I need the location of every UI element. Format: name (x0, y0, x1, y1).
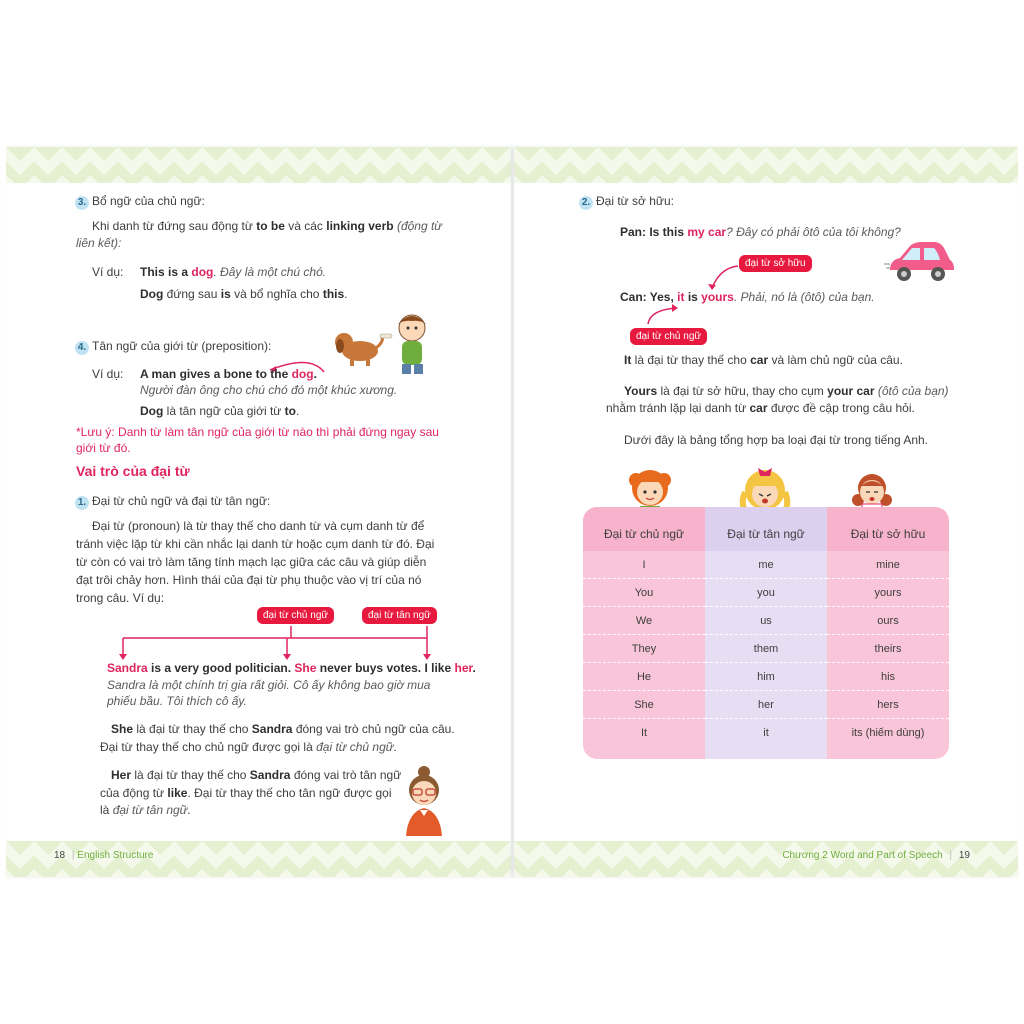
she-explanation-1: She là đại từ thay thế cho Sandra đóng vai trò chủ ngữ của câu. (111, 722, 455, 736)
example-label: Ví dụ: (92, 265, 124, 279)
table-cell: his (827, 663, 949, 691)
table-intro: Dưới đây là bảng tổng hợp ba loại đại từ trong tiếng Anh. (624, 433, 929, 447)
section-4-example-1: A man gives a bone to the dog. (140, 367, 317, 381)
section-number-badge: 3. (75, 196, 89, 210)
section-1-paragraph-line-4: đạt trôi chảy hơn. Hình thái của đại từ phụ thuộc vào vị trí của nó (76, 573, 422, 587)
table-cell: it (763, 727, 769, 739)
pronoun-table (583, 507, 949, 759)
section-3-example-1: This is a dog. Đây là một chú chó. (140, 265, 327, 279)
arrow-to-it (640, 304, 680, 328)
pink-car-illustration (884, 240, 956, 284)
possessive-pronoun-column (827, 507, 949, 759)
table-cell: him (705, 663, 827, 691)
column-header: Đại từ tân ngữ (705, 507, 827, 551)
table-cell: her (705, 691, 827, 719)
tag-possessive-pronoun: đại từ sở hữu (739, 255, 812, 272)
table-cell: You (583, 579, 705, 607)
section-4-example-explain: Dog là tân ngữ của giới từ to. (140, 404, 300, 418)
left-footer: 18 | English Structure (54, 850, 154, 861)
object-pronoun-column (705, 507, 827, 759)
sandra-translation-1: Sandra là một chính trị gia rất giỏi. Cô ấy không bao giờ mua (107, 678, 431, 692)
section-1-paragraph-line-2: tránh việc lặp từ khi cần nhắc lại danh từ hoặc cụm danh từ đó. Đại (76, 537, 435, 551)
example-label: Ví dụ: (92, 367, 124, 381)
dog-and-boy-illustration (330, 306, 440, 376)
table-cell: It (640, 727, 648, 739)
section-number-badge: 4. (75, 341, 89, 355)
sandra-translation-2: phiếu bầu. Tôi thích cô ấy. (107, 694, 247, 708)
section-number-badge: 1. (75, 496, 89, 510)
table-cell: He (583, 663, 705, 691)
right-footer: Chương 2 Word and Part of Speech | 19 (782, 850, 970, 861)
teacher-woman-illustration (400, 766, 448, 836)
table-cell: They (583, 635, 705, 663)
yours-explanation-2: nhằm tránh lặp lại danh từ car được đề cập trong câu hỏi. (606, 401, 915, 415)
table-cell: theirs (827, 635, 949, 663)
table-cell: you (705, 579, 827, 607)
top-pattern (6, 147, 511, 183)
page-number: 18 (54, 850, 66, 861)
column-header: Đại từ sở hữu (827, 507, 949, 551)
pan-line: Pan: Is this my car? Đây có phải ôtô của tôi không? (620, 225, 901, 239)
it-explanation: It là đại từ thay thế cho car và làm chủ ngữ của câu. (624, 353, 903, 367)
section-1-paragraph-line-1: Đại từ (pronoun) là từ thay thế cho danh từ và cụm danh từ để (92, 519, 425, 533)
section-number-badge: 2. (579, 196, 593, 210)
table-cell: We (583, 607, 705, 635)
section-heading: Vai trò của đại từ (76, 463, 190, 479)
note-line-1: *Lưu ý: Danh từ làm tân ngữ của giới từ nào thì phải đứng ngay sau (76, 425, 439, 439)
tag-object-pronoun: đại từ tân ngữ (362, 607, 437, 624)
table-cell: its (hiếm dùng) (851, 727, 925, 739)
table-cell: us (705, 607, 827, 635)
column-header: Đại từ chủ ngữ (583, 507, 705, 551)
section-3-title: 3. Bổ ngữ của chủ ngữ: (75, 193, 205, 210)
section-2-title: 2. Đại từ sở hữu: (579, 193, 674, 210)
section-3-paragraph: Khi danh từ đứng sau động từ to be và các linking verb (động từ (92, 219, 442, 233)
section-3-example-2: Dog đứng sau is và bổ nghĩa cho this. (140, 287, 348, 301)
bracket-arrows (115, 624, 435, 664)
section-4-title: 4. Tân ngữ của giới từ (preposition): (75, 338, 271, 355)
yours-explanation-1: Yours là đại từ sở hữu, thay cho cụm your car (ôtô của bạn) (624, 384, 949, 398)
section-1-paragraph-line-3: từ còn có vai trò làm tăng tính mạch lạc giữa các câu và giúp diễn (76, 555, 427, 569)
table-cell: hers (827, 691, 949, 719)
book-title: English Structure (77, 850, 154, 861)
table-cell: them (705, 635, 827, 663)
table-cell: ours (827, 607, 949, 635)
tag-subject-pronoun: đại từ chủ ngữ (630, 328, 707, 345)
can-line: Can: Yes, it is yours. Phải, nó là (ôtô) của bạn. (620, 290, 875, 304)
subject-pronoun-column (583, 507, 705, 759)
table-cell: I (583, 551, 705, 579)
tag-subject-pronoun: đại từ chủ ngữ (257, 607, 334, 624)
table-cell: mine (827, 551, 949, 579)
sandra-example: Sandra is a very good politician. She never buys votes. I like her. (107, 661, 476, 675)
she-explanation-2: Đại từ thay thế cho chủ ngữ được gọi là đại từ chủ ngữ. (100, 740, 397, 754)
chapter-title: Chương 2 Word and Part of Speech (782, 850, 943, 861)
note-line-2: giới từ đó. (76, 441, 131, 455)
section-1-title: 1. Đại từ chủ ngữ và đại từ tân ngữ: (75, 493, 270, 510)
table-cell: She (583, 691, 705, 719)
arrow-to-yours (696, 262, 742, 292)
her-explanation-2: của động từ like. Đại từ thay thế cho tân ngữ được gọi (100, 786, 392, 800)
top-pattern (514, 147, 1018, 183)
section-4-example-translation: Người đàn ông cho chú chó đó một khúc xương. (140, 383, 398, 397)
table-cell: yours (827, 579, 949, 607)
her-explanation-3: là đại từ tân ngữ. (100, 803, 191, 817)
section-3-paragraph-cont: liên kết): (76, 236, 122, 250)
her-explanation-1: Her là đại từ thay thế cho Sandra đóng vai trò tân ngữ (111, 768, 402, 782)
page-number: 19 (958, 850, 970, 861)
table-cell: me (705, 551, 827, 579)
section-1-paragraph-line-5: trong câu. Ví dụ: (76, 591, 165, 605)
